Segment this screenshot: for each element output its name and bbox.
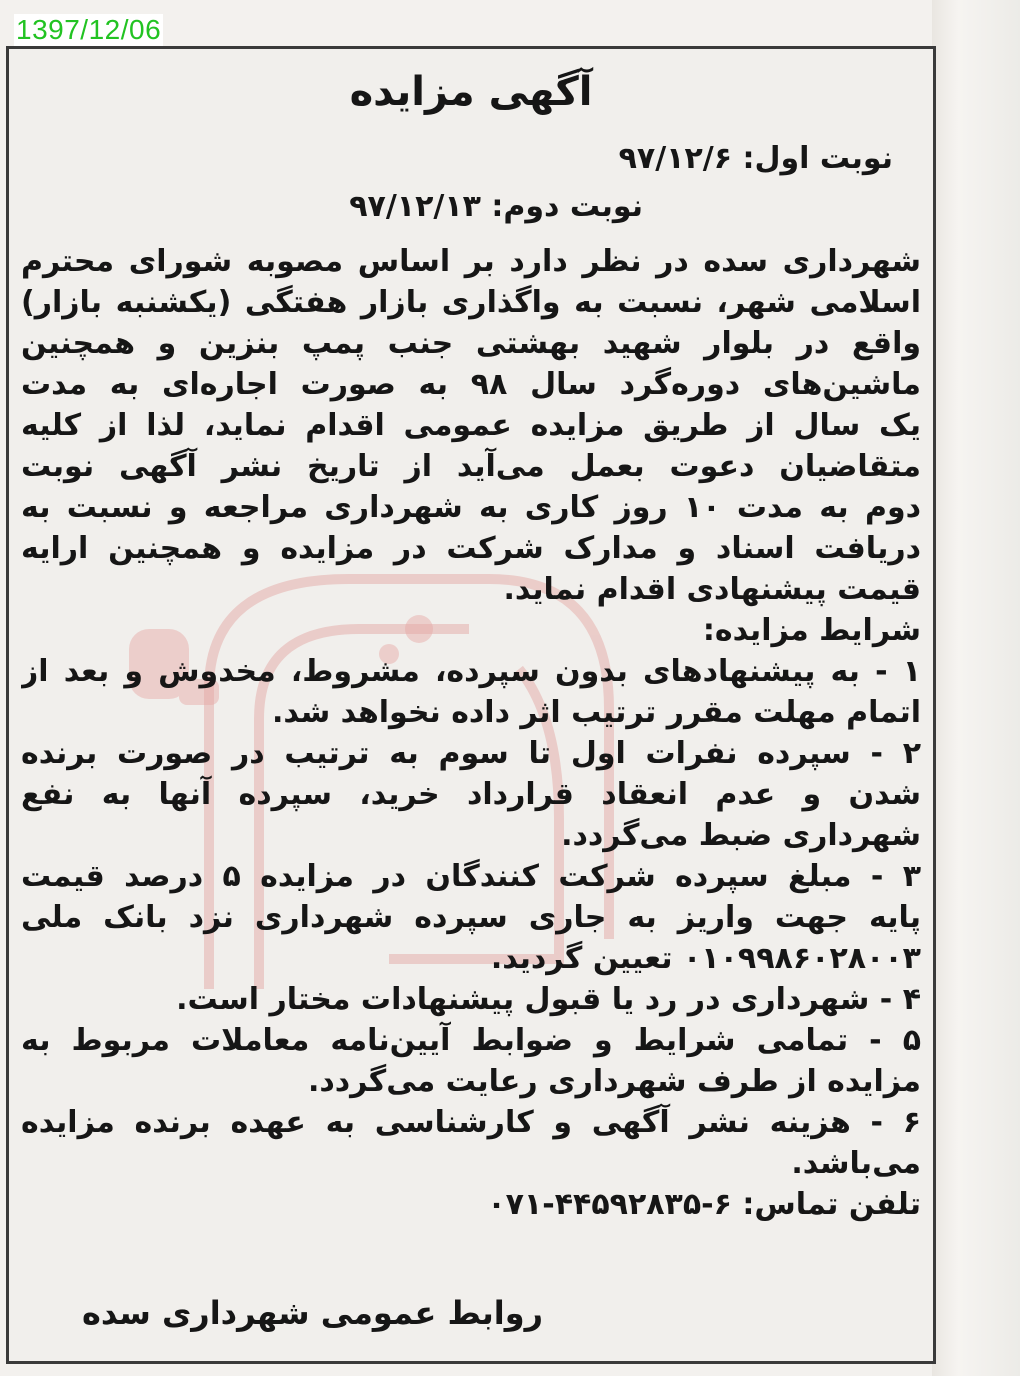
ad-content [9, 49, 933, 1361]
signature: روابط عمومی شهرداری سده [81, 1294, 543, 1332]
condition-line: می‌باشد. [791, 1146, 921, 1181]
body-line: یک سال از طریق مزایده عمومی اقدام نماید، لذا از کلیه [21, 408, 921, 443]
phone-number: ۰۷۱-۴۴۵۹۲۸۳۵-۶ [487, 1187, 732, 1222]
condition-line: ۶ - هزینه نشر آگهی و کارشناسی به عهده برنده مزایده [21, 1105, 921, 1140]
body-line: دریافت اسناد و مدارک شرکت در مزایده و همچنین ارایه [21, 531, 921, 566]
condition-line: ۲ - سپرده نفرات اول تا سوم به ترتیب در صورت برنده [21, 736, 921, 771]
second-notice-date: نوبت دوم: ۹۷/۱۲/۱۳ [349, 189, 643, 224]
condition-line: پایه جهت واریز به جاری سپرده شهرداری نزد بانک ملی [21, 900, 921, 935]
condition-line: ۰۱۰۹۹۸۶۰۲۸۰۰۳ تعیین گردید. [490, 941, 921, 976]
condition-line: اتمام مهلت مقرر ترتیب اثر داده نخواهد شد. [271, 695, 921, 730]
condition-line: ۴ - شهرداری در رد یا قبول پیشنهادات مختار است. [176, 982, 921, 1017]
body-line: قیمت پیشنهادی اقدام نماید. [503, 572, 921, 607]
newspaper-clipping [6, 46, 936, 1364]
condition-line: ۵ - تمامی شرایط و ضوابط آیین‌نامه معاملات مربوط به [21, 1023, 921, 1058]
body-line: ماشین‌های دوره‌گرد سال ۹۸ به صورت اجاره‌ای به مدت [21, 367, 921, 402]
archive-date-stamp: 1397/12/06 [16, 14, 162, 45]
condition-line: شهرداری ضبط می‌گردد. [561, 818, 921, 853]
body-line: متقاضیان دعوت بعمل می‌آید از تاریخ نشر آگهی نوبت [21, 449, 921, 484]
first-notice-date: نوبت اول: ۹۷/۱۲/۶ [618, 141, 893, 176]
body-line: واقع در بلوار شهید بهشتی جنب پمپ بنزین و همچنین [21, 326, 921, 361]
paper-edge [932, 0, 1020, 1376]
contact-phone [487, 1185, 921, 1225]
body-line: دوم به مدت ۱۰ روز کاری به شهرداری مراجعه و نسبت به [21, 490, 921, 525]
ad-title: آگهی مزایده [349, 69, 593, 115]
condition-line: ۳ - مبلغ سپرده شرکت کنندگان در مزایده ۵ درصد قیمت [21, 859, 921, 894]
ad-body [21, 241, 921, 1184]
body-line: اسلامی شهر، نسبت به واگذاری بازار هفتگی (یکشنبه بازار) [21, 285, 921, 320]
condition-line: شدن و عدم انعقاد قرارداد خرید، سپرده آنها به نفع [21, 777, 921, 812]
phone-label: تلفن تماس: [742, 1187, 921, 1222]
condition-line: ۱ - به پیشنهادهای بدون سپرده، مشروط، مخدوش و بعد از [21, 654, 921, 689]
conditions-heading: شرایط مزایده: [702, 613, 921, 648]
body-line: شهرداری سده در نظر دارد بر اساس مصوبه شورای محترم [21, 244, 921, 279]
condition-line: مزایده از طرف شهرداری رعایت می‌گردد. [307, 1064, 921, 1099]
